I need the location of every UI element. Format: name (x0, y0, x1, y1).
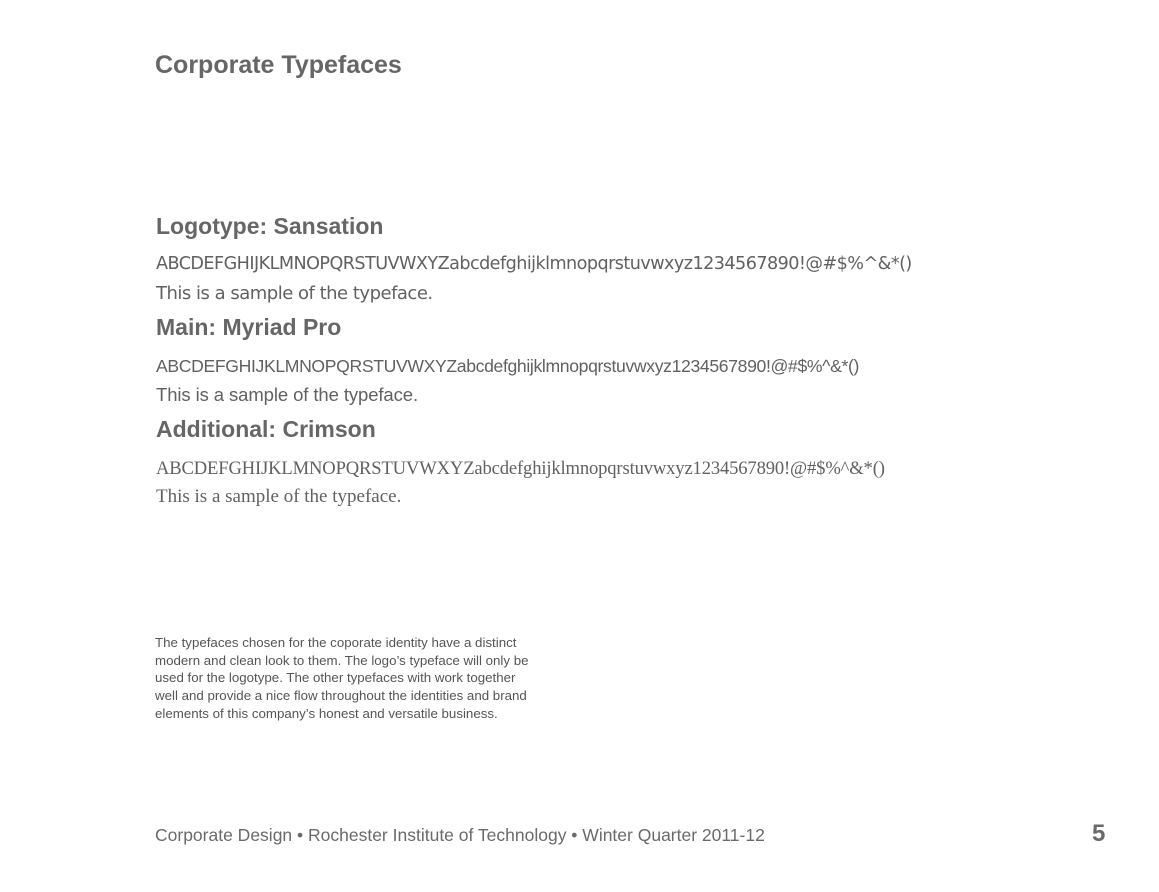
typeface-sample-sansation: This is a sample of the typeface. (156, 283, 433, 304)
description-line: elements of this company’s honest and versatile business. (155, 705, 498, 721)
typeface-glyphs-sansation: ABCDEFGHIJKLMNOPQRSTUVWXYZabcdefghijklmnopqrstuvwxyz1234567890!@#$%^&*() (156, 254, 912, 274)
description-line: well and provide a nice flow throughout the identities and brand (155, 688, 527, 704)
footer-text: Corporate Design • Rochester Institute of Technology • Winter Quarter 2011-12 (155, 825, 765, 845)
typeface-glyphs-crimson: ABCDEFGHIJKLMNOPQRSTUVWXYZabcdefghijklmnopqrstuvwxyz1234567890!@#$%^&*() (156, 458, 885, 479)
page-number: 5 (1092, 820, 1106, 847)
typeface-glyphs-myriad: ABCDEFGHIJKLMNOPQRSTUVWXYZabcdefghijklmnopqrstuvwxyz1234567890!@#$%^&*() (156, 356, 859, 376)
page-title: Corporate Typefaces (155, 51, 402, 79)
description-line: used for the logotype. The other typefaces with work together (155, 670, 516, 686)
typeface-heading-crimson: Additional: Crimson (156, 416, 376, 442)
description-line: modern and clean look to them. The logo’s typeface will only be (155, 652, 529, 668)
typeface-sample-crimson: This is a sample of the typeface. (156, 486, 402, 507)
description-line: The typefaces chosen for the coporate identity have a distinct (155, 635, 517, 650)
typeface-sample-myriad: This is a sample of the typeface. (156, 384, 418, 405)
description-paragraph (155, 634, 575, 723)
typeface-heading-myriad: Main: Myriad Pro (156, 314, 342, 340)
typeface-heading-sansation: Logotype: Sansation (156, 213, 384, 239)
